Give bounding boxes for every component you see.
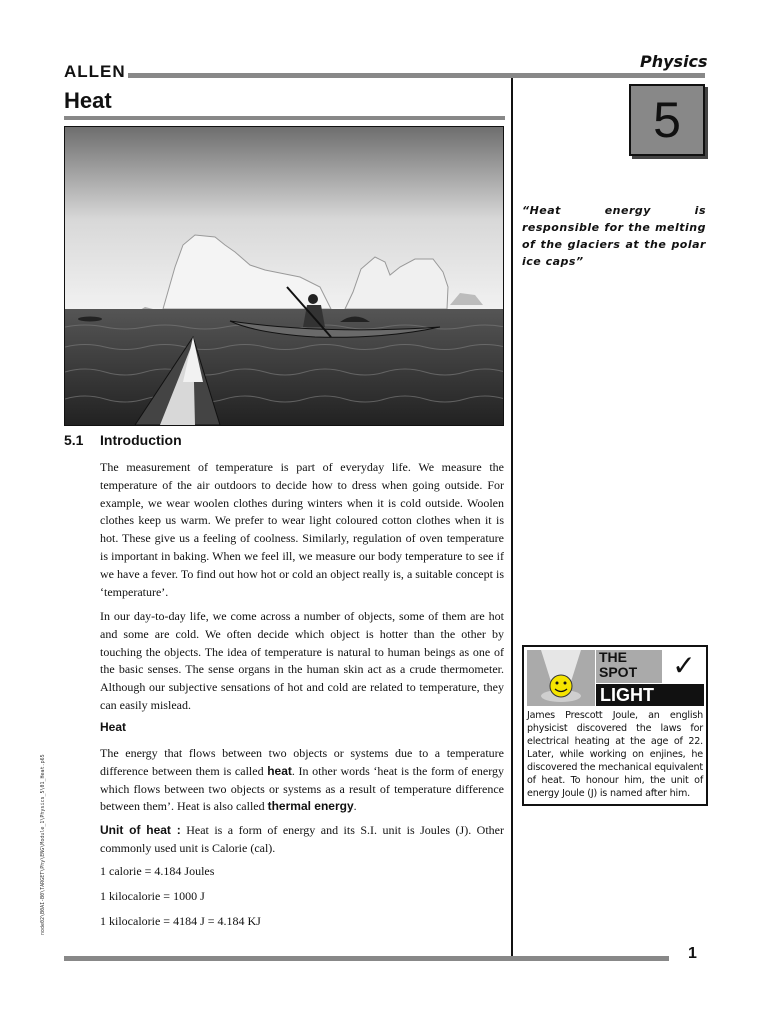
file-path-code: node02\B0AI-B0\TARGET\Phy\ENG\Module_1\Physics_5\01_Heat.p65 [40, 754, 46, 935]
equation-kilocalorie-2: 1 kilocalorie = 4184 J = 4.184 KJ [100, 914, 261, 928]
spotlight-the: THE [599, 649, 627, 665]
checkmark-icon: ✓ [664, 650, 704, 683]
equation-calorie: 1 calorie = 4.184 Joules [100, 864, 215, 878]
heat-text-c: . [353, 799, 357, 814]
spotlight-lamp-image [527, 650, 595, 706]
chapter-title: Heat [64, 88, 112, 113]
thermal-energy-term: thermal energy [267, 799, 354, 814]
photo-illustration [65, 127, 503, 425]
spotlight-title [596, 650, 662, 683]
subject-label: Physics [640, 52, 708, 71]
chapter-number-badge: 5 [629, 84, 705, 156]
brand-logo: ALLEN [64, 62, 126, 81]
smiley-spotlight-icon [527, 650, 595, 706]
unit-of-heat-text: Heat is a form of energy and its S.I. unit is Joules (J). Other commonly used unit is Calorie (cal). [100, 823, 504, 855]
spotlight-light: LIGHT [596, 684, 704, 706]
kayak-iceberg-photo [64, 126, 504, 426]
column-divider [511, 78, 513, 956]
title-rule [64, 116, 505, 120]
heat-subheading: Heat [100, 720, 127, 734]
equation-kilocalorie-1: 1 kilocalorie = 1000 J [100, 889, 205, 903]
section-heading [64, 432, 182, 448]
heat-definition-paragraph [100, 745, 504, 816]
unit-of-heat-paragraph [100, 822, 504, 858]
page-number: 1 [688, 945, 697, 962]
heat-text-a: The energy that flows between two objects or systems due to a temperature difference between them is called [100, 746, 504, 778]
footer-rule [64, 956, 669, 961]
intro-paragraph-1: The measurement of temperature is part of everyday life. We measure the temperature of the air outdoors to decide how to dress when going outside. For example, we wear woolen clothes during winters when it is cold outside. Woolen clothes keep us warm. We prefer to wear light coloured cotton clothes when it is hot. These give us a feeling of coolness. Similarly, regulation of oven temperature is important in baking. When we feel ill, we measure our body temperature to see if we have a fever. To find out how hot or cold an object really is, a suitable concept is ‘temperature’. [100, 460, 504, 599]
section-title: Introduction [100, 432, 182, 448]
intro-paragraph-2: In our day-to-day life, we come across a number of objects, some of them are hot and some are cold. We often decide which object is hotter than the other by touching the objects. The idea of temperature is natural to human beings as one of the basic senses. The sense organs in the human skin act as a crude thermometer. Although our subjective sensations of hot and cold are related to temperature, they can easily mislead. [100, 609, 504, 712]
spotlight-spot: SPOT [599, 664, 638, 680]
side-quote: “Heat energy is responsible for the melting of the glaciers at the polar ice caps” [522, 204, 706, 268]
section-number: 5.1 [64, 432, 84, 448]
spotlight-text: James Prescott Joule, an english physicist discovered the laws for electrical heating at the age of 22. Later, while working on enjines, he discovered the mechanical equivalent of heat. To honour him, the unit of energy Joule (J) is named after him. [527, 710, 703, 799]
header-rule [128, 73, 705, 78]
unit-of-heat-label: Unit of heat : [100, 823, 181, 837]
spotlight-box [522, 645, 708, 806]
heat-term: heat [267, 763, 292, 778]
heat-text-b: . In other words ‘heat is the form of energy which flows between two objects or systems as a result of temperature difference between them’. Heat is also called [100, 763, 504, 814]
